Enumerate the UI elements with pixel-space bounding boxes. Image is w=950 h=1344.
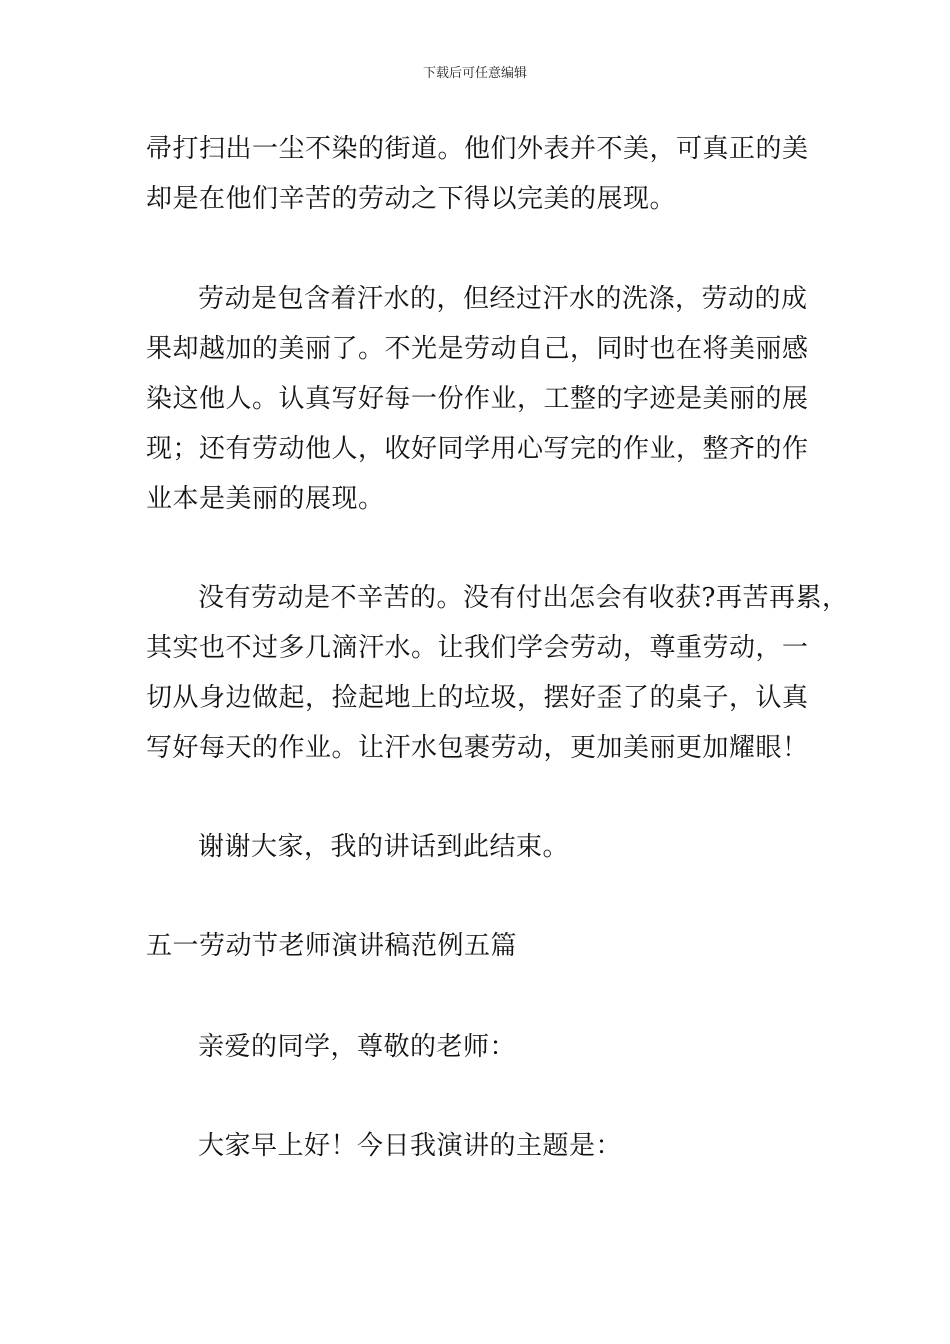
paragraph-line: 帚打扫出一尘不染的街道。他们外表并不美，可真正的美 [146,134,809,164]
opening-line [146,1121,812,1171]
paragraph-line: 没有劳动是不辛苦的。没有付出怎会有收获?再苦再累， [198,583,849,613]
paragraph-line: 染这他人。认真写好每一份作业，工整的字迹是美丽的展 [146,384,809,414]
paragraph-line: 切从身边做起，捡起地上的垃圾，摆好歪了的桌子，认真 [146,683,809,713]
paragraph-line: 亲爱的同学，尊敬的老师： [198,1032,517,1062]
paragraph-line: 写好每天的作业。让汗水包裹劳动，更加美丽更加耀眼！ [146,733,809,763]
paragraph-line: 大家早上好！今日我演讲的主题是： [198,1131,623,1161]
closing-line [146,822,812,872]
paragraph-line: 业本是美丽的展现。 [146,484,385,514]
paragraph-1 [146,124,812,224]
paragraph-line: 其实也不过多几滴汗水。让我们学会劳动，尊重劳动，一 [146,633,809,663]
paragraph-2 [146,274,812,524]
section-title [146,921,812,971]
paragraph-3 [146,573,849,773]
greeting [146,1022,812,1072]
paragraph-line: 果却越加的美丽了。不光是劳动自己，同时也在将美丽感 [146,334,809,364]
header-note: 下载后可任意编辑 [422,66,527,81]
section-title-text: 五一劳动节老师演讲稿范例五篇 [146,931,518,961]
paragraph-line: 谢谢大家，我的讲话到此结束。 [198,832,570,862]
paragraph-line: 却是在他们辛苦的劳动之下得以完美的展现。 [146,184,677,214]
paragraph-line: 现；还有劳动他人，收好同学用心写完的作业，整齐的作 [146,434,809,464]
paragraph-line: 劳动是包含着汗水的，但经过汗水的洗涤，劳动的成 [198,284,808,314]
